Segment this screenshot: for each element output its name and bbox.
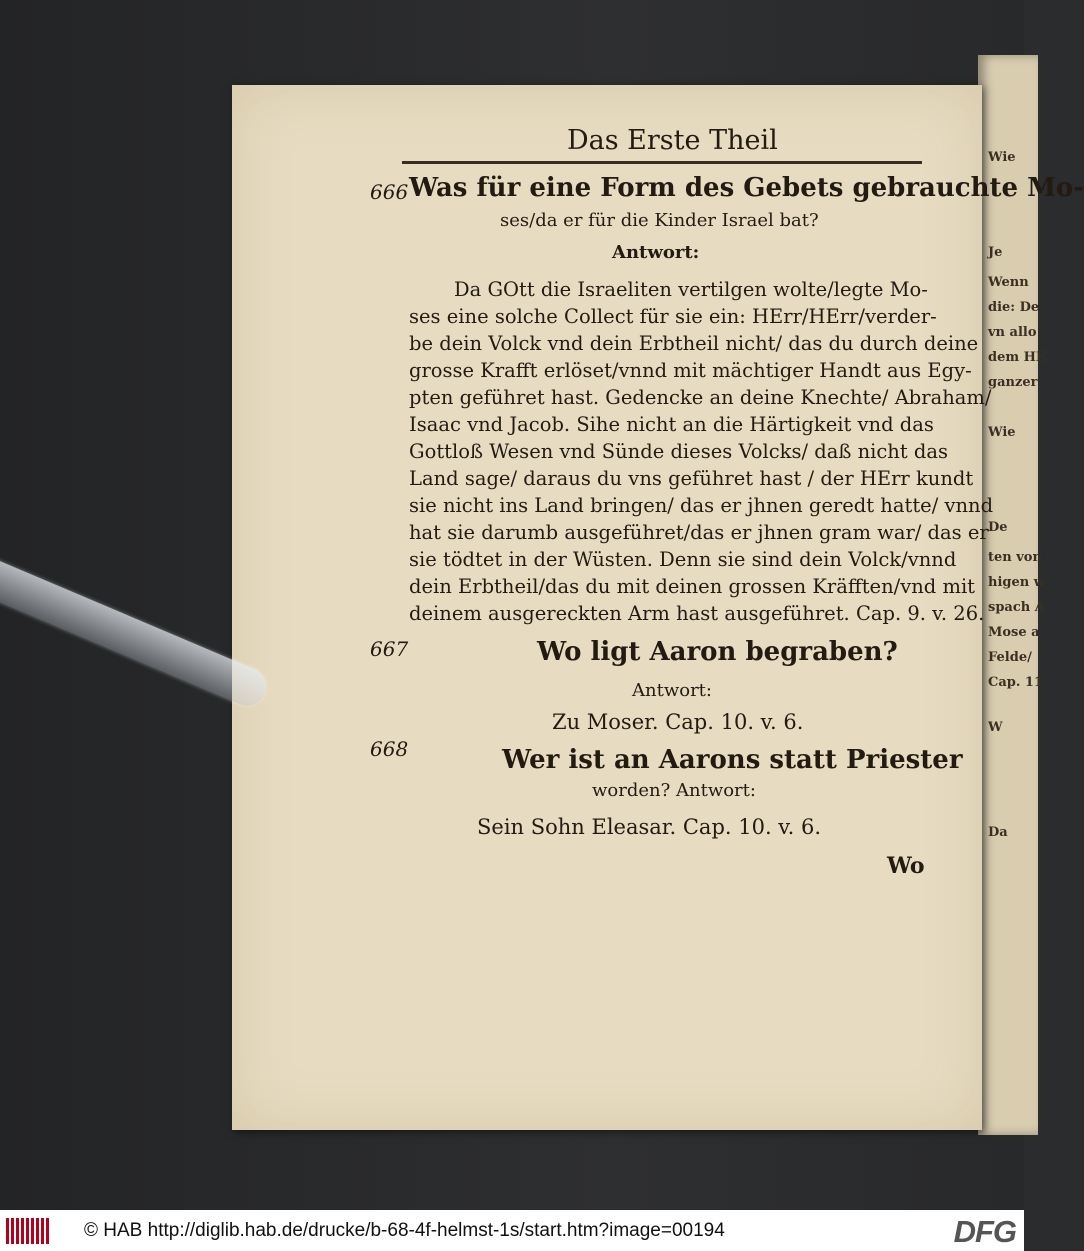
right-fragment: Je [988,245,1003,260]
footer-bar [0,1210,1024,1251]
right-fragment: Wie [988,150,1016,165]
body-line: sie nicht ins Land bringen/ das er jhnen geredt hatte/ vnnd [409,494,994,517]
right-fragment: dem HE [988,350,1046,365]
answer-text: Zu Moser. Cap. 10. v. 6. [552,710,804,734]
right-fragment: De [988,520,1008,535]
question-number: 668 [370,737,409,761]
body-line: Gottloß Wesen vnd Sünde dieses Volcks/ daß nicht das [409,440,948,463]
right-fragment: W [988,720,1003,735]
right-fragment: Wie [988,425,1016,440]
right-fragment: Felde/ [988,650,1032,665]
right-fragment: Mose a [988,625,1040,640]
question-title: Wo ligt Aaron begraben? [537,637,898,667]
body-line: be dein Volck vnd dein Erbtheil nicht/ das du durch deine [409,332,979,355]
right-fragment: die: De [988,300,1040,315]
right-fragment: vn allo [988,325,1037,340]
question-title-cont: ses/da er für die Kinder Israel bat? [500,210,819,231]
body-line: Da GOtt die Israeliten vertilgen wolte/legte Mo- [454,278,928,301]
body-line: Isaac vnd Jacob. Sihe nicht an die Härtigkeit vnd das [409,413,934,436]
body-line: pten geführet hast. Gedencke an deine Knechte/ Abraham/ [409,386,992,409]
question-number: 666 [370,180,409,204]
question-title: Was für eine Form des Gebets gebrauchte Mo- [409,173,1084,203]
question-number: 667 [370,637,409,661]
right-fragment: Da [988,825,1008,840]
body-line: hat sie darumb ausgeführet/das er jhnen gram war/ das er [409,521,989,544]
catchword: Wo [887,853,925,879]
running-header: Das Erste Theil [567,125,778,156]
right-fragment: higen w [988,575,1045,590]
answer-text: Sein Sohn Eleasar. Cap. 10. v. 6. [477,815,822,839]
right-page-edge [978,55,1046,1135]
hab-logo-icon [6,1216,50,1246]
question-subtitle: worden? Antwort: [592,780,756,801]
body-line: ses eine solche Collect für sie ein: HErr/HErr/verder- [409,305,937,328]
right-fragment: ganzer [988,375,1038,390]
body-line: deinem ausgereckten Arm hast ausgeführet. Cap. 9. v. 26. [409,602,985,625]
right-fragment: Cap. 11 [988,675,1044,690]
right-fragment: spach A [988,600,1045,615]
body-line: sie tödtet in der Wüsten. Denn sie sind dein Volck/vnnd [409,548,957,571]
header-rule [402,161,922,164]
copyright-link[interactable]: © HAB http://diglib.hab.de/drucke/b-68-4f-helmst-1s/start.htm?image=00194 [84,1219,725,1241]
dfg-logo: DFG [953,1214,1016,1249]
answer-label: Antwort: [612,242,700,263]
body-line: Land sage/ daraus du vns geführet hast / der HErr kundt [409,467,974,490]
body-line: grosse Krafft erlöset/vnnd mit mächtiger Handt aus Egy- [409,359,972,382]
body-line: dein Erbtheil/das du mit deinen grossen Kräfften/vnd mit [409,575,976,598]
right-fragment: Wenn [988,275,1029,290]
answer-label: Antwort: [632,680,712,701]
question-title: Wer ist an Aarons statt Priester [502,745,963,775]
right-fragment: ten von [988,550,1042,565]
